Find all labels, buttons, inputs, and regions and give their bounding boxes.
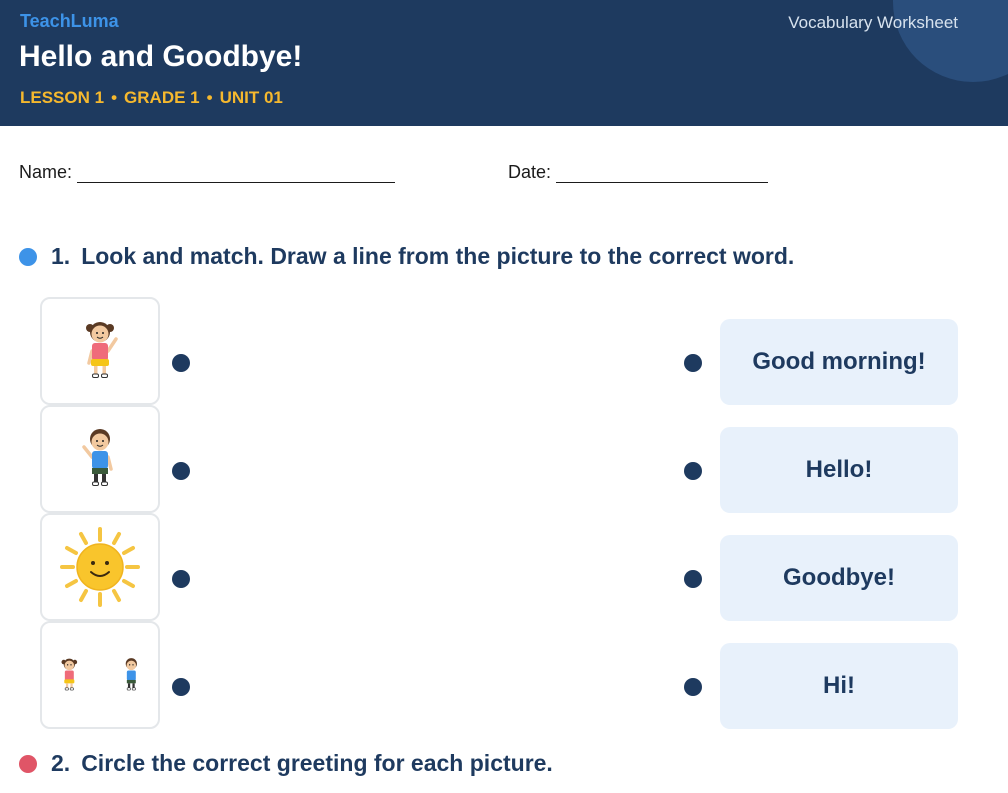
date-label: Date:	[508, 162, 552, 182]
section-2-number: 2.	[51, 750, 71, 776]
picture-card-2	[40, 405, 160, 513]
section-1-number: 1.	[51, 243, 71, 269]
date-blank-line[interactable]	[556, 165, 768, 183]
word-card-4: Hi!	[720, 643, 958, 729]
meta-separator: •	[111, 88, 118, 107]
section-1-instruction: Look and match. Draw a line from the picture to the correct word.	[81, 243, 795, 269]
match-dot-left-2[interactable]	[172, 462, 190, 480]
section-2-heading	[19, 750, 553, 777]
picture-card-1	[40, 297, 160, 405]
picture-card-3	[40, 513, 160, 621]
brand-name: TeachLuma	[20, 11, 119, 31]
document-type: Vocabulary Worksheet	[788, 13, 958, 32]
match-dot-left-3[interactable]	[172, 570, 190, 588]
match-dot-right-4[interactable]	[684, 678, 702, 696]
name-field[interactable]	[19, 162, 395, 183]
date-field[interactable]	[508, 162, 768, 183]
match-dot-left-4[interactable]	[172, 678, 190, 696]
match-dot-left-1[interactable]	[172, 354, 190, 372]
word-card-1: Good morning!	[720, 319, 958, 405]
name-label: Name:	[19, 162, 73, 182]
meta-separator: •	[206, 88, 213, 107]
grade-label: GRADE 1	[124, 88, 200, 107]
lesson-label: LESSON 1	[20, 88, 105, 107]
section-2-bullet	[19, 755, 37, 773]
lesson-meta	[20, 88, 283, 108]
girl-waving-icon	[78, 319, 122, 383]
word-card-3: Goodbye!	[720, 535, 958, 621]
section-2-instruction: Circle the correct greeting for each picture.	[81, 750, 553, 776]
boy-waving-icon	[78, 427, 122, 491]
smiling-sun-icon	[58, 525, 142, 609]
match-dot-right-1[interactable]	[684, 354, 702, 372]
name-blank-line[interactable]	[77, 165, 395, 183]
girl-and-boy-icon	[55, 655, 145, 695]
worksheet-header	[0, 0, 1008, 126]
section-1-heading	[19, 243, 794, 270]
section-1-bullet	[19, 248, 37, 266]
word-card-2: Hello!	[720, 427, 958, 513]
worksheet-title: Hello and Goodbye!	[19, 40, 303, 73]
match-dot-right-3[interactable]	[684, 570, 702, 588]
unit-label: UNIT 01	[219, 88, 283, 107]
picture-card-4	[40, 621, 160, 729]
match-dot-right-2[interactable]	[684, 462, 702, 480]
